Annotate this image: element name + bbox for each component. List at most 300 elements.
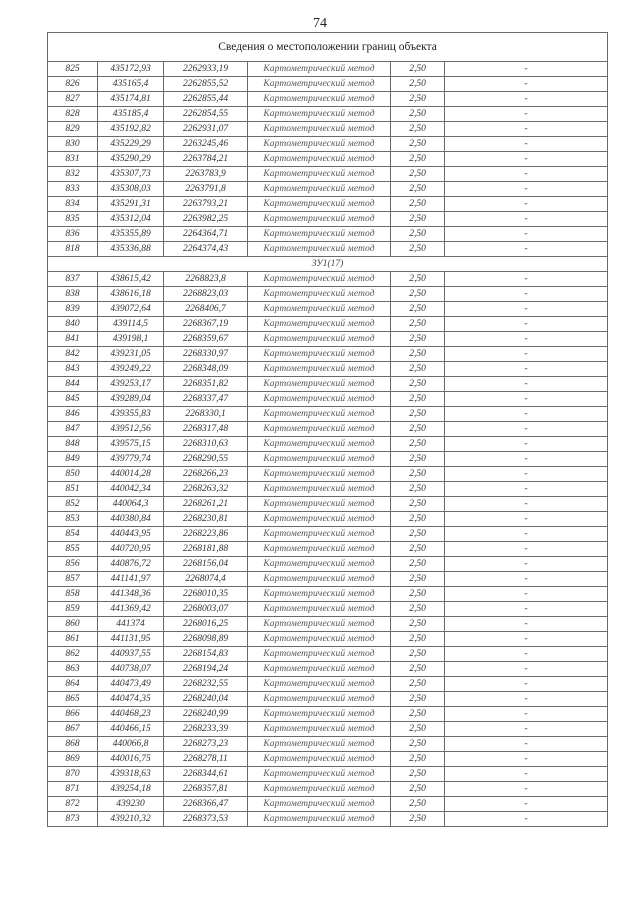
x-coordinate-cell: 440720,95 — [98, 542, 164, 557]
table-row — [48, 617, 608, 632]
accuracy-cell: 2,50 — [391, 137, 445, 152]
table-row — [48, 707, 608, 722]
x-coordinate-cell: 440937,55 — [98, 647, 164, 662]
x-coordinate-cell: 435307,73 — [98, 167, 164, 182]
description-cell: - — [445, 452, 608, 467]
y-coordinate-cell: 2262931,07 — [164, 122, 248, 137]
accuracy-cell: 2,50 — [391, 542, 445, 557]
determination-method-cell: Картометрический метод — [248, 182, 391, 197]
point-number-cell: 863 — [48, 662, 98, 677]
point-number-cell: 835 — [48, 212, 98, 227]
x-coordinate-cell: 440738,07 — [98, 662, 164, 677]
table-row — [48, 122, 608, 137]
x-coordinate-cell: 441141,97 — [98, 572, 164, 587]
point-number-cell: 856 — [48, 557, 98, 572]
y-coordinate-cell: 2268156,04 — [164, 557, 248, 572]
x-coordinate-cell: 439231,05 — [98, 347, 164, 362]
y-coordinate-cell: 2268154,83 — [164, 647, 248, 662]
description-cell: - — [445, 677, 608, 692]
x-coordinate-cell: 439249,22 — [98, 362, 164, 377]
description-cell: - — [445, 782, 608, 797]
table-row — [48, 542, 608, 557]
table-header: Сведения о местоположении границ объекта — [48, 33, 608, 62]
y-coordinate-cell: 2263793,21 — [164, 197, 248, 212]
point-number-cell: 869 — [48, 752, 98, 767]
accuracy-cell: 2,50 — [391, 572, 445, 587]
point-number-cell: 865 — [48, 692, 98, 707]
determination-method-cell: Картометрический метод — [248, 707, 391, 722]
y-coordinate-cell: 2268344,61 — [164, 767, 248, 782]
point-number-cell: 827 — [48, 92, 98, 107]
accuracy-cell: 2,50 — [391, 242, 445, 257]
table-row — [48, 362, 608, 377]
accuracy-cell: 2,50 — [391, 767, 445, 782]
accuracy-cell: 2,50 — [391, 722, 445, 737]
table-row — [48, 722, 608, 737]
accuracy-cell: 2,50 — [391, 647, 445, 662]
determination-method-cell: Картометрический метод — [248, 152, 391, 167]
x-coordinate-cell: 439230 — [98, 797, 164, 812]
description-cell: - — [445, 482, 608, 497]
point-number-cell: 839 — [48, 302, 98, 317]
table-row — [48, 767, 608, 782]
point-number-cell: 870 — [48, 767, 98, 782]
determination-method-cell: Картометрический метод — [248, 557, 391, 572]
y-coordinate-cell: 2268230,81 — [164, 512, 248, 527]
accuracy-cell: 2,50 — [391, 182, 445, 197]
determination-method-cell: Картометрический метод — [248, 812, 391, 827]
accuracy-cell: 2,50 — [391, 482, 445, 497]
description-cell: - — [445, 737, 608, 752]
y-coordinate-cell: 2268310,63 — [164, 437, 248, 452]
determination-method-cell: Картометрический метод — [248, 272, 391, 287]
accuracy-cell: 2,50 — [391, 377, 445, 392]
point-number-cell: 873 — [48, 812, 98, 827]
table-row — [48, 242, 608, 257]
table-row — [48, 782, 608, 797]
y-coordinate-cell: 2268330,1 — [164, 407, 248, 422]
y-coordinate-cell: 2268181,88 — [164, 542, 248, 557]
description-cell: - — [445, 662, 608, 677]
point-number-cell: 843 — [48, 362, 98, 377]
point-number-cell: 841 — [48, 332, 98, 347]
description-cell: - — [445, 692, 608, 707]
determination-method-cell: Картометрический метод — [248, 197, 391, 212]
accuracy-cell: 2,50 — [391, 392, 445, 407]
table-row — [48, 572, 608, 587]
table-row — [48, 467, 608, 482]
y-coordinate-cell: 2268357,81 — [164, 782, 248, 797]
determination-method-cell: Картометрический метод — [248, 632, 391, 647]
accuracy-cell: 2,50 — [391, 227, 445, 242]
accuracy-cell: 2,50 — [391, 527, 445, 542]
y-coordinate-cell: 2262933,19 — [164, 62, 248, 77]
description-cell: - — [445, 182, 608, 197]
table-body — [48, 33, 608, 827]
accuracy-cell: 2,50 — [391, 62, 445, 77]
determination-method-cell: Картометрический метод — [248, 317, 391, 332]
point-number-cell: 840 — [48, 317, 98, 332]
y-coordinate-cell: 2264374,43 — [164, 242, 248, 257]
determination-method-cell: Картометрический метод — [248, 572, 391, 587]
y-coordinate-cell: 2263784,21 — [164, 152, 248, 167]
determination-method-cell: Картометрический метод — [248, 302, 391, 317]
accuracy-cell: 2,50 — [391, 677, 445, 692]
table-row — [48, 92, 608, 107]
point-number-cell: 846 — [48, 407, 98, 422]
accuracy-cell: 2,50 — [391, 197, 445, 212]
accuracy-cell: 2,50 — [391, 92, 445, 107]
table-row — [48, 377, 608, 392]
table-row — [48, 497, 608, 512]
x-coordinate-cell: 440876,72 — [98, 557, 164, 572]
determination-method-cell: Картометрический метод — [248, 782, 391, 797]
table-row — [48, 212, 608, 227]
x-coordinate-cell: 435355,89 — [98, 227, 164, 242]
table-row — [48, 137, 608, 152]
accuracy-cell: 2,50 — [391, 662, 445, 677]
description-cell: - — [445, 287, 608, 302]
description-cell: - — [445, 722, 608, 737]
point-number-cell: 830 — [48, 137, 98, 152]
x-coordinate-cell: 435291,31 — [98, 197, 164, 212]
accuracy-cell: 2,50 — [391, 332, 445, 347]
x-coordinate-cell: 440064,3 — [98, 497, 164, 512]
x-coordinate-cell: 440468,23 — [98, 707, 164, 722]
accuracy-cell: 2,50 — [391, 437, 445, 452]
accuracy-cell: 2,50 — [391, 287, 445, 302]
table-row — [48, 662, 608, 677]
accuracy-cell: 2,50 — [391, 587, 445, 602]
determination-method-cell: Картометрический метод — [248, 452, 391, 467]
accuracy-cell: 2,50 — [391, 497, 445, 512]
description-cell: - — [445, 62, 608, 77]
description-cell: - — [445, 332, 608, 347]
y-coordinate-cell: 2268823,03 — [164, 287, 248, 302]
determination-method-cell: Картометрический метод — [248, 287, 391, 302]
description-cell: - — [445, 122, 608, 137]
x-coordinate-cell: 441348,36 — [98, 587, 164, 602]
point-number-cell: 831 — [48, 152, 98, 167]
y-coordinate-cell: 2268263,32 — [164, 482, 248, 497]
y-coordinate-cell: 2268232,55 — [164, 677, 248, 692]
determination-method-cell: Картометрический метод — [248, 392, 391, 407]
determination-method-cell: Картометрический метод — [248, 617, 391, 632]
x-coordinate-cell: 441131,95 — [98, 632, 164, 647]
point-number-cell: 867 — [48, 722, 98, 737]
point-number-cell: 864 — [48, 677, 98, 692]
table-row — [48, 62, 608, 77]
determination-method-cell: Картометрический метод — [248, 587, 391, 602]
y-coordinate-cell: 2268317,48 — [164, 422, 248, 437]
accuracy-cell: 2,50 — [391, 512, 445, 527]
y-coordinate-cell: 2268003,07 — [164, 602, 248, 617]
description-cell: - — [445, 587, 608, 602]
y-coordinate-cell: 2268359,67 — [164, 332, 248, 347]
description-cell: - — [445, 752, 608, 767]
determination-method-cell: Картометрический метод — [248, 497, 391, 512]
y-coordinate-cell: 2268367,19 — [164, 317, 248, 332]
x-coordinate-cell: 439198,1 — [98, 332, 164, 347]
table-row — [48, 422, 608, 437]
boundary-coordinates-table — [47, 32, 608, 827]
point-number-cell: 833 — [48, 182, 98, 197]
description-cell: - — [445, 437, 608, 452]
determination-method-cell: Картометрический метод — [248, 362, 391, 377]
y-coordinate-cell: 2268278,11 — [164, 752, 248, 767]
x-coordinate-cell: 439355,83 — [98, 407, 164, 422]
x-coordinate-cell: 439289,04 — [98, 392, 164, 407]
x-coordinate-cell: 435172,93 — [98, 62, 164, 77]
table-row — [48, 287, 608, 302]
table-row — [48, 182, 608, 197]
description-cell: - — [445, 347, 608, 362]
determination-method-cell: Картометрический метод — [248, 62, 391, 77]
determination-method-cell: Картометрический метод — [248, 77, 391, 92]
determination-method-cell: Картометрический метод — [248, 227, 391, 242]
accuracy-cell: 2,50 — [391, 692, 445, 707]
x-coordinate-cell: 439114,5 — [98, 317, 164, 332]
point-number-cell: 848 — [48, 437, 98, 452]
point-number-cell: 857 — [48, 572, 98, 587]
description-cell: - — [445, 767, 608, 782]
point-number-cell: 850 — [48, 467, 98, 482]
y-coordinate-cell: 2268240,04 — [164, 692, 248, 707]
y-coordinate-cell: 2268074,4 — [164, 572, 248, 587]
table-row — [48, 107, 608, 122]
determination-method-cell: Картометрический метод — [248, 122, 391, 137]
point-number-cell: 842 — [48, 347, 98, 362]
x-coordinate-cell: 435229,29 — [98, 137, 164, 152]
y-coordinate-cell: 2263982,25 — [164, 212, 248, 227]
description-cell: - — [445, 467, 608, 482]
table-row — [48, 812, 608, 827]
description-cell: - — [445, 617, 608, 632]
point-number-cell: 861 — [48, 632, 98, 647]
table-row — [48, 737, 608, 752]
y-coordinate-cell: 2268261,21 — [164, 497, 248, 512]
table-row — [48, 452, 608, 467]
accuracy-cell: 2,50 — [391, 467, 445, 482]
point-number-cell: 862 — [48, 647, 98, 662]
table-row — [48, 332, 608, 347]
determination-method-cell: Картометрический метод — [248, 602, 391, 617]
y-coordinate-cell: 2268373,53 — [164, 812, 248, 827]
determination-method-cell: Картометрический метод — [248, 797, 391, 812]
accuracy-cell: 2,50 — [391, 812, 445, 827]
x-coordinate-cell: 438616,18 — [98, 287, 164, 302]
point-number-cell: 836 — [48, 227, 98, 242]
table-row — [48, 647, 608, 662]
description-cell: - — [445, 227, 608, 242]
accuracy-cell: 2,50 — [391, 782, 445, 797]
x-coordinate-cell: 440016,75 — [98, 752, 164, 767]
y-coordinate-cell: 2262855,44 — [164, 92, 248, 107]
x-coordinate-cell: 439318,63 — [98, 767, 164, 782]
table-row — [48, 167, 608, 182]
point-number-cell: 849 — [48, 452, 98, 467]
description-cell: - — [445, 137, 608, 152]
table-row — [48, 347, 608, 362]
determination-method-cell: Картометрический метод — [248, 212, 391, 227]
description-cell: - — [445, 647, 608, 662]
point-number-cell: 829 — [48, 122, 98, 137]
x-coordinate-cell: 440466,15 — [98, 722, 164, 737]
y-coordinate-cell: 2268348,09 — [164, 362, 248, 377]
point-number-cell: 847 — [48, 422, 98, 437]
description-cell: - — [445, 632, 608, 647]
x-coordinate-cell: 439512,56 — [98, 422, 164, 437]
determination-method-cell: Картометрический метод — [248, 137, 391, 152]
table-row — [48, 227, 608, 242]
determination-method-cell: Картометрический метод — [248, 482, 391, 497]
point-number-cell: 818 — [48, 242, 98, 257]
accuracy-cell: 2,50 — [391, 317, 445, 332]
page-number: 74 — [313, 16, 327, 31]
table-row — [48, 482, 608, 497]
accuracy-cell: 2,50 — [391, 707, 445, 722]
accuracy-cell: 2,50 — [391, 617, 445, 632]
determination-method-cell: Картометрический метод — [248, 167, 391, 182]
point-number-cell: 853 — [48, 512, 98, 527]
x-coordinate-cell: 440042,34 — [98, 482, 164, 497]
description-cell: - — [445, 242, 608, 257]
y-coordinate-cell: 2268366,47 — [164, 797, 248, 812]
table-row — [48, 152, 608, 167]
accuracy-cell: 2,50 — [391, 347, 445, 362]
x-coordinate-cell: 439779,74 — [98, 452, 164, 467]
determination-method-cell: Картометрический метод — [248, 407, 391, 422]
y-coordinate-cell: 2263791,8 — [164, 182, 248, 197]
table-row — [48, 587, 608, 602]
x-coordinate-cell: 439210,32 — [98, 812, 164, 827]
y-coordinate-cell: 2263245,46 — [164, 137, 248, 152]
point-number-cell: 852 — [48, 497, 98, 512]
determination-method-cell: Картометрический метод — [248, 467, 391, 482]
x-coordinate-cell: 440014,28 — [98, 467, 164, 482]
y-coordinate-cell: 2268098,89 — [164, 632, 248, 647]
description-cell: - — [445, 377, 608, 392]
description-cell: - — [445, 317, 608, 332]
x-coordinate-cell: 440473,49 — [98, 677, 164, 692]
section-title-row — [48, 257, 608, 272]
description-cell: - — [445, 797, 608, 812]
accuracy-cell: 2,50 — [391, 407, 445, 422]
x-coordinate-cell: 441374 — [98, 617, 164, 632]
description-cell: - — [445, 392, 608, 407]
determination-method-cell: Картометрический метод — [248, 347, 391, 362]
determination-method-cell: Картометрический метод — [248, 92, 391, 107]
x-coordinate-cell: 439575,15 — [98, 437, 164, 452]
determination-method-cell: Картометрический метод — [248, 677, 391, 692]
description-cell: - — [445, 362, 608, 377]
point-number-cell: 855 — [48, 542, 98, 557]
accuracy-cell: 2,50 — [391, 152, 445, 167]
y-coordinate-cell: 2268823,8 — [164, 272, 248, 287]
table-header-row — [48, 33, 608, 62]
determination-method-cell: Картометрический метод — [248, 737, 391, 752]
determination-method-cell: Картометрический метод — [248, 332, 391, 347]
x-coordinate-cell: 435174,81 — [98, 92, 164, 107]
x-coordinate-cell: 439072,64 — [98, 302, 164, 317]
accuracy-cell: 2,50 — [391, 122, 445, 137]
determination-method-cell: Картометрический метод — [248, 542, 391, 557]
table-row — [48, 197, 608, 212]
description-cell: - — [445, 422, 608, 437]
x-coordinate-cell: 440066,8 — [98, 737, 164, 752]
point-number-cell: 834 — [48, 197, 98, 212]
y-coordinate-cell: 2268337,47 — [164, 392, 248, 407]
y-coordinate-cell: 2268330,97 — [164, 347, 248, 362]
x-coordinate-cell: 435336,88 — [98, 242, 164, 257]
description-cell: - — [445, 272, 608, 287]
accuracy-cell: 2,50 — [391, 302, 445, 317]
table-row — [48, 302, 608, 317]
description-cell: - — [445, 557, 608, 572]
determination-method-cell: Картометрический метод — [248, 437, 391, 452]
point-number-cell: 844 — [48, 377, 98, 392]
determination-method-cell: Картометрический метод — [248, 752, 391, 767]
y-coordinate-cell: 2268223,86 — [164, 527, 248, 542]
x-coordinate-cell: 439254,18 — [98, 782, 164, 797]
x-coordinate-cell: 435290,29 — [98, 152, 164, 167]
point-number-cell: 832 — [48, 167, 98, 182]
point-number-cell: 845 — [48, 392, 98, 407]
table-row — [48, 512, 608, 527]
determination-method-cell: Картометрический метод — [248, 662, 391, 677]
accuracy-cell: 2,50 — [391, 797, 445, 812]
x-coordinate-cell: 440443,95 — [98, 527, 164, 542]
point-number-cell: 872 — [48, 797, 98, 812]
accuracy-cell: 2,50 — [391, 752, 445, 767]
point-number-cell: 860 — [48, 617, 98, 632]
description-cell: - — [445, 107, 608, 122]
x-coordinate-cell: 438615,42 — [98, 272, 164, 287]
description-cell: - — [445, 212, 608, 227]
point-number-cell: 859 — [48, 602, 98, 617]
section-title: ЗУ1(17) — [48, 257, 608, 272]
accuracy-cell: 2,50 — [391, 557, 445, 572]
table-row — [48, 752, 608, 767]
table-row — [48, 77, 608, 92]
table-row — [48, 527, 608, 542]
determination-method-cell: Картометрический метод — [248, 692, 391, 707]
determination-method-cell: Картометрический метод — [248, 377, 391, 392]
determination-method-cell: Картометрический метод — [248, 512, 391, 527]
description-cell: - — [445, 512, 608, 527]
x-coordinate-cell: 435308,03 — [98, 182, 164, 197]
point-number-cell: 871 — [48, 782, 98, 797]
y-coordinate-cell: 2268016,25 — [164, 617, 248, 632]
accuracy-cell: 2,50 — [391, 272, 445, 287]
accuracy-cell: 2,50 — [391, 167, 445, 182]
table-row — [48, 392, 608, 407]
table-row — [48, 272, 608, 287]
y-coordinate-cell: 2268233,39 — [164, 722, 248, 737]
accuracy-cell: 2,50 — [391, 77, 445, 92]
determination-method-cell: Картометрический метод — [248, 647, 391, 662]
y-coordinate-cell: 2268273,23 — [164, 737, 248, 752]
table-row — [48, 797, 608, 812]
determination-method-cell: Картометрический метод — [248, 422, 391, 437]
table-row — [48, 437, 608, 452]
point-number-cell: 826 — [48, 77, 98, 92]
x-coordinate-cell: 435312,04 — [98, 212, 164, 227]
description-cell: - — [445, 542, 608, 557]
x-coordinate-cell: 441369,42 — [98, 602, 164, 617]
description-cell: - — [445, 197, 608, 212]
description-cell: - — [445, 152, 608, 167]
